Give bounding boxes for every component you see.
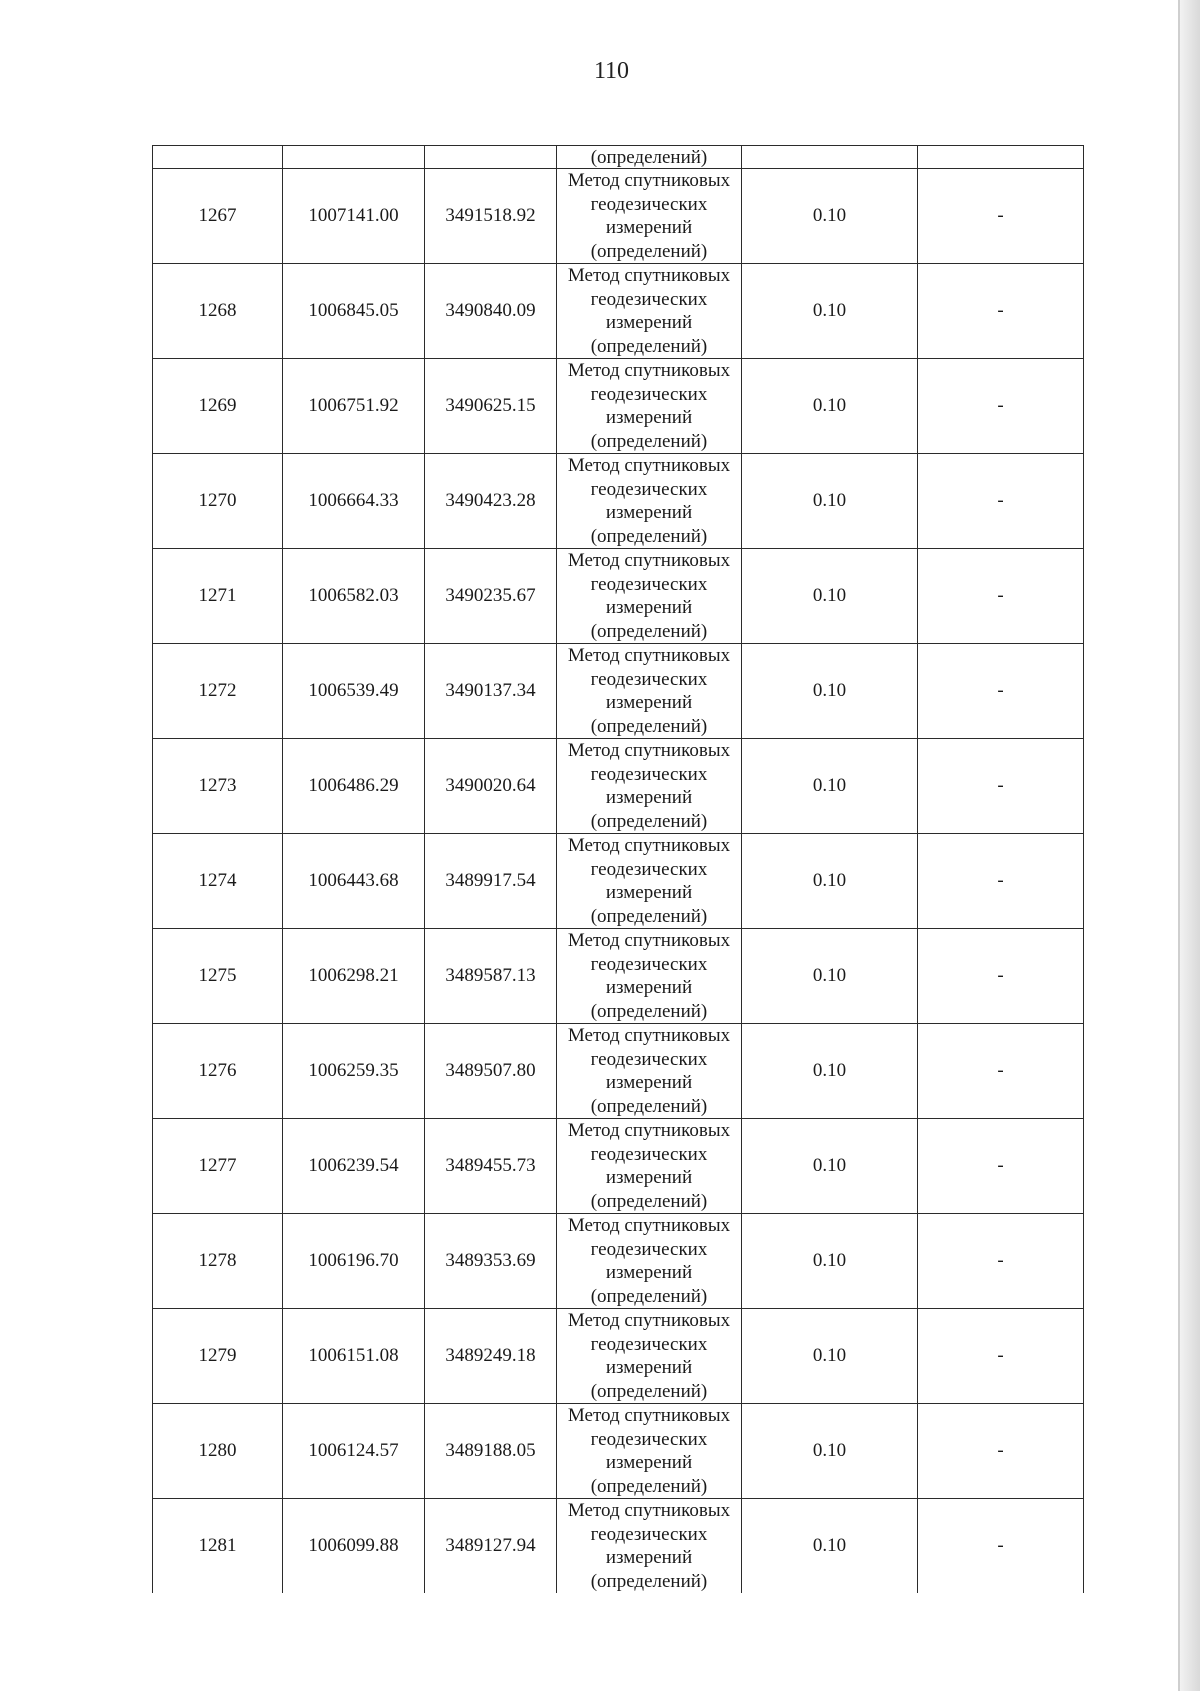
cell-accuracy xyxy=(742,146,918,169)
coordinates-table xyxy=(152,145,1084,1593)
method-line: геодезических xyxy=(590,1048,708,1070)
method-line: (определений) xyxy=(590,810,708,832)
method-line: измерений xyxy=(605,597,693,618)
method-line: измерений xyxy=(605,1547,693,1568)
table-row xyxy=(153,1499,1084,1594)
cell-x: 1006124.57 xyxy=(283,1404,425,1499)
method-line: геодезических xyxy=(590,1523,708,1545)
method-line: геодезических xyxy=(590,1143,708,1165)
cell-x: 1006582.03 xyxy=(283,549,425,644)
page-edge-shadow xyxy=(1180,0,1200,1691)
cell-method xyxy=(557,739,742,834)
table-row xyxy=(153,1214,1084,1309)
method-line: измерений xyxy=(605,1262,693,1283)
cell-note: - xyxy=(918,1499,1084,1594)
method-line: Метод спутниковых xyxy=(567,930,731,951)
method-line: измерений xyxy=(605,502,693,523)
cell-x: 1006751.92 xyxy=(283,359,425,454)
cell-x: 1006486.29 xyxy=(283,739,425,834)
method-line: (определений) xyxy=(590,620,708,642)
cell-point: 1281 xyxy=(153,1499,283,1594)
cell-point: 1280 xyxy=(153,1404,283,1499)
cell-note: - xyxy=(918,359,1084,454)
cell-method xyxy=(557,1499,742,1594)
cell-note: - xyxy=(918,1309,1084,1404)
cell-method xyxy=(557,644,742,739)
cell-y: 3489917.54 xyxy=(425,834,557,929)
cell-point: 1272 xyxy=(153,644,283,739)
cell-accuracy: 0.10 xyxy=(742,929,918,1024)
cell-method xyxy=(557,1404,742,1499)
method-line: измерений xyxy=(605,977,693,998)
cell-point: 1276 xyxy=(153,1024,283,1119)
cell-accuracy: 0.10 xyxy=(742,1119,918,1214)
method-line: (определений) xyxy=(590,1095,708,1117)
cell-x: 1006298.21 xyxy=(283,929,425,1024)
table-row xyxy=(153,264,1084,359)
cell-note: - xyxy=(918,549,1084,644)
table-row xyxy=(153,1024,1084,1119)
method-line: измерений xyxy=(605,882,693,903)
method-line: Метод спутниковых xyxy=(567,1215,731,1236)
cell-accuracy: 0.10 xyxy=(742,549,918,644)
cell-y: 3490625.15 xyxy=(425,359,557,454)
method-line: геодезических xyxy=(590,953,708,975)
method-line: (определений) xyxy=(590,1475,708,1497)
table-row xyxy=(153,1119,1084,1214)
method-line: измерений xyxy=(605,787,693,808)
cell-note: - xyxy=(918,1119,1084,1214)
method-line: измерений xyxy=(605,1167,693,1188)
cell-note xyxy=(918,146,1084,169)
cell-point: 1268 xyxy=(153,264,283,359)
cell-x: 1007141.00 xyxy=(283,169,425,264)
method-line: Метод спутниковых xyxy=(567,1500,731,1521)
cell-note: - xyxy=(918,454,1084,549)
method-line: Метод спутниковых xyxy=(567,265,731,286)
cell-x: 1006259.35 xyxy=(283,1024,425,1119)
method-line: Метод спутниковых xyxy=(567,550,731,571)
cell-x: 1006539.49 xyxy=(283,644,425,739)
method-line: измерений xyxy=(605,312,693,333)
cell-point: 1277 xyxy=(153,1119,283,1214)
cell-y: 3491518.92 xyxy=(425,169,557,264)
cell-x: 1006239.54 xyxy=(283,1119,425,1214)
table-row xyxy=(153,169,1084,264)
cell-x: 1006151.08 xyxy=(283,1309,425,1404)
table-row xyxy=(153,739,1084,834)
method-line: геодезических xyxy=(590,1333,708,1355)
method-line: (определений) xyxy=(590,1190,708,1212)
cell-accuracy: 0.10 xyxy=(742,834,918,929)
method-line: геодезических xyxy=(590,763,708,785)
method-line: геодезических xyxy=(590,668,708,690)
method-line: Метод спутниковых xyxy=(567,455,731,476)
method-line: (определений) xyxy=(590,1285,708,1307)
method-line: (определений) xyxy=(590,430,708,452)
cell-note: - xyxy=(918,834,1084,929)
cell-accuracy: 0.10 xyxy=(742,454,918,549)
method-line: геодезических xyxy=(590,573,708,595)
cell-point: 1270 xyxy=(153,454,283,549)
method-line: Метод спутниковых xyxy=(567,1405,731,1426)
cell-point: 1269 xyxy=(153,359,283,454)
cell-accuracy: 0.10 xyxy=(742,644,918,739)
method-line: (определений) xyxy=(590,240,708,262)
method-line: измерений xyxy=(605,1072,693,1093)
table-row xyxy=(153,1309,1084,1404)
method-line: измерений xyxy=(605,1357,693,1378)
cell-method: (определений) xyxy=(557,146,742,169)
method-line: Метод спутниковых xyxy=(567,170,731,191)
method-line: измерений xyxy=(605,407,693,428)
cell-accuracy: 0.10 xyxy=(742,739,918,834)
cell-y: 3489507.80 xyxy=(425,1024,557,1119)
cell-method xyxy=(557,1214,742,1309)
method-line: Метод спутниковых xyxy=(567,360,731,381)
method-line: Метод спутниковых xyxy=(567,645,731,666)
method-line: геодезических xyxy=(590,193,708,215)
table-row xyxy=(153,454,1084,549)
method-line: (определений) xyxy=(590,335,708,357)
method-line: геодезических xyxy=(590,478,708,500)
table-row xyxy=(153,834,1084,929)
cell-point: 1267 xyxy=(153,169,283,264)
cell-point: 1275 xyxy=(153,929,283,1024)
cell-method xyxy=(557,1119,742,1214)
cell-y: 3489127.94 xyxy=(425,1499,557,1594)
method-line: измерений xyxy=(605,692,693,713)
cell-point: 1274 xyxy=(153,834,283,929)
table-row xyxy=(153,1404,1084,1499)
method-line: (определений) xyxy=(590,1570,708,1592)
method-line: Метод спутниковых xyxy=(567,1025,731,1046)
cell-y: 3490423.28 xyxy=(425,454,557,549)
cell-method xyxy=(557,454,742,549)
cell-point xyxy=(153,146,283,169)
cell-accuracy: 0.10 xyxy=(742,169,918,264)
cell-point: 1279 xyxy=(153,1309,283,1404)
cell-point: 1273 xyxy=(153,739,283,834)
cell-point: 1271 xyxy=(153,549,283,644)
cell-note: - xyxy=(918,1024,1084,1119)
cell-y: 3490020.64 xyxy=(425,739,557,834)
cell-y: 3490840.09 xyxy=(425,264,557,359)
cell-y xyxy=(425,146,557,169)
method-line: Метод спутниковых xyxy=(567,835,731,856)
cell-y: 3489587.13 xyxy=(425,929,557,1024)
cell-method xyxy=(557,549,742,644)
page-number: 110 xyxy=(593,58,630,84)
cell-x: 1006664.33 xyxy=(283,454,425,549)
cell-x: 1006099.88 xyxy=(283,1499,425,1594)
cell-y: 3489188.05 xyxy=(425,1404,557,1499)
cell-y: 3489455.73 xyxy=(425,1119,557,1214)
cell-y: 3489249.18 xyxy=(425,1309,557,1404)
cell-y: 3489353.69 xyxy=(425,1214,557,1309)
cell-method xyxy=(557,834,742,929)
method-line: геодезических xyxy=(590,858,708,880)
method-line: Метод спутниковых xyxy=(567,740,731,761)
cell-note: - xyxy=(918,1404,1084,1499)
continuation-row xyxy=(153,146,1084,169)
method-line: (определений) xyxy=(590,1380,708,1402)
cell-accuracy: 0.10 xyxy=(742,359,918,454)
cell-method xyxy=(557,1024,742,1119)
cell-y: 3490137.34 xyxy=(425,644,557,739)
cell-x: 1006443.68 xyxy=(283,834,425,929)
table-row xyxy=(153,549,1084,644)
coordinates-table-body xyxy=(153,146,1084,1594)
method-line: (определений) xyxy=(590,1000,708,1022)
method-line: геодезических xyxy=(590,1238,708,1260)
cell-x: 1006196.70 xyxy=(283,1214,425,1309)
cell-x xyxy=(283,146,425,169)
cell-y: 3490235.67 xyxy=(425,549,557,644)
method-line: (определений) xyxy=(590,715,708,737)
cell-accuracy: 0.10 xyxy=(742,1309,918,1404)
cell-accuracy: 0.10 xyxy=(742,1024,918,1119)
method-line: геодезических xyxy=(590,1428,708,1450)
method-line: (определений) xyxy=(590,525,708,547)
table-row xyxy=(153,359,1084,454)
method-line: геодезических xyxy=(590,383,708,405)
cell-note: - xyxy=(918,929,1084,1024)
method-line: Метод спутниковых xyxy=(567,1310,731,1331)
cell-note: - xyxy=(918,264,1084,359)
cell-x: 1006845.05 xyxy=(283,264,425,359)
cell-method xyxy=(557,1309,742,1404)
method-line: геодезических xyxy=(590,288,708,310)
cell-note: - xyxy=(918,1214,1084,1309)
cell-note: - xyxy=(918,644,1084,739)
cell-accuracy: 0.10 xyxy=(742,1214,918,1309)
cell-accuracy: 0.10 xyxy=(742,264,918,359)
method-line: измерений xyxy=(605,1452,693,1473)
cell-method xyxy=(557,929,742,1024)
method-line: Метод спутниковых xyxy=(567,1120,731,1141)
cell-method xyxy=(557,359,742,454)
cell-accuracy: 0.10 xyxy=(742,1404,918,1499)
table-row xyxy=(153,929,1084,1024)
table-row xyxy=(153,644,1084,739)
method-line: измерений xyxy=(605,217,693,238)
cell-accuracy: 0.10 xyxy=(742,1499,918,1594)
cell-method xyxy=(557,169,742,264)
cell-note: - xyxy=(918,739,1084,834)
method-line: (определений) xyxy=(590,905,708,927)
cell-note: - xyxy=(918,169,1084,264)
cell-point: 1278 xyxy=(153,1214,283,1309)
cell-method xyxy=(557,264,742,359)
